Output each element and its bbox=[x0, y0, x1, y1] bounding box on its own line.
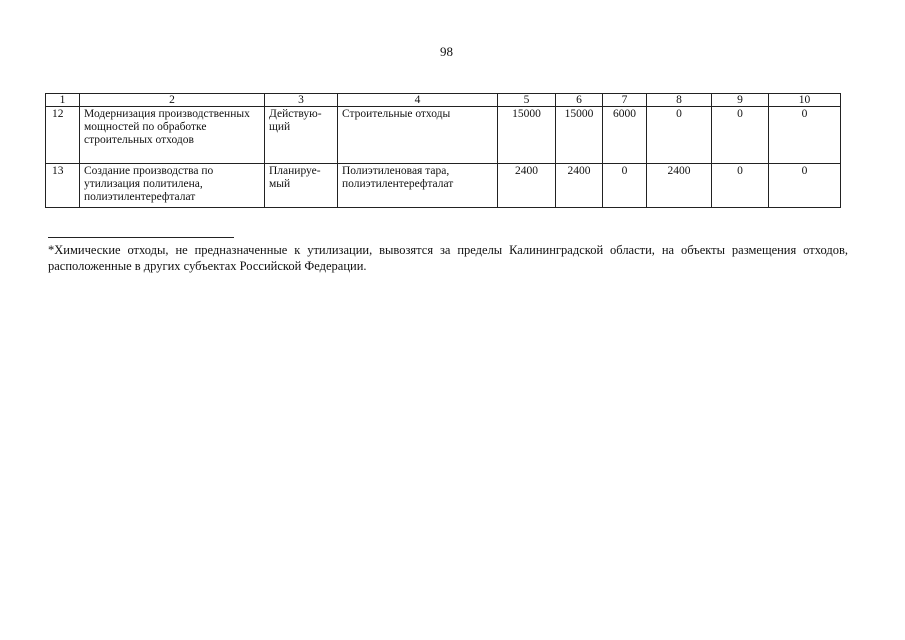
row-number-cell: 12 bbox=[46, 107, 80, 164]
value-cell: 15000 bbox=[556, 107, 603, 164]
value-cell: 0 bbox=[603, 164, 647, 208]
value-cell: 6000 bbox=[603, 107, 647, 164]
project-name-cell: Создание производства по утилизация политилена, полиэтилентерефталат bbox=[80, 164, 265, 208]
project-name-cell: Модернизация производственных мощностей по обработке строительных отходов bbox=[80, 107, 265, 164]
value-cell: 0 bbox=[712, 107, 769, 164]
column-header: 5 bbox=[498, 94, 556, 107]
row-number-cell: 13 bbox=[46, 164, 80, 208]
status-cell: Планируе-мый bbox=[265, 164, 338, 208]
value-cell: 2400 bbox=[647, 164, 712, 208]
column-header: 3 bbox=[265, 94, 338, 107]
column-header: 4 bbox=[338, 94, 498, 107]
value-cell: 0 bbox=[769, 107, 841, 164]
column-header: 10 bbox=[769, 94, 841, 107]
table-row bbox=[46, 164, 841, 208]
value-cell: 0 bbox=[712, 164, 769, 208]
column-header: 2 bbox=[80, 94, 265, 107]
column-header: 7 bbox=[603, 94, 647, 107]
status-cell: Действую-щий bbox=[265, 107, 338, 164]
table-row bbox=[46, 107, 841, 164]
column-header: 1 bbox=[46, 94, 80, 107]
value-cell: 15000 bbox=[498, 107, 556, 164]
column-header: 8 bbox=[647, 94, 712, 107]
column-header: 9 bbox=[712, 94, 769, 107]
page-number: 98 bbox=[440, 44, 453, 59]
table-header-row bbox=[46, 94, 841, 107]
data-table bbox=[45, 93, 841, 208]
value-cell: 0 bbox=[769, 164, 841, 208]
value-cell: 2400 bbox=[498, 164, 556, 208]
waste-type-cell: Строительные отходы bbox=[338, 107, 498, 164]
value-cell: 2400 bbox=[556, 164, 603, 208]
waste-type-cell: Полиэтиленовая тара, полиэтилентерефталат bbox=[338, 164, 498, 208]
column-header: 6 bbox=[556, 94, 603, 107]
value-cell: 0 bbox=[647, 107, 712, 164]
footnote-divider bbox=[48, 237, 234, 238]
footnote: *Химические отходы, не предназначенные к утилизации, вывозятся за пределы Калининградской области, на объекты размещения отходов, расположенные в других субъектах Российской Федерации. bbox=[48, 243, 848, 273]
